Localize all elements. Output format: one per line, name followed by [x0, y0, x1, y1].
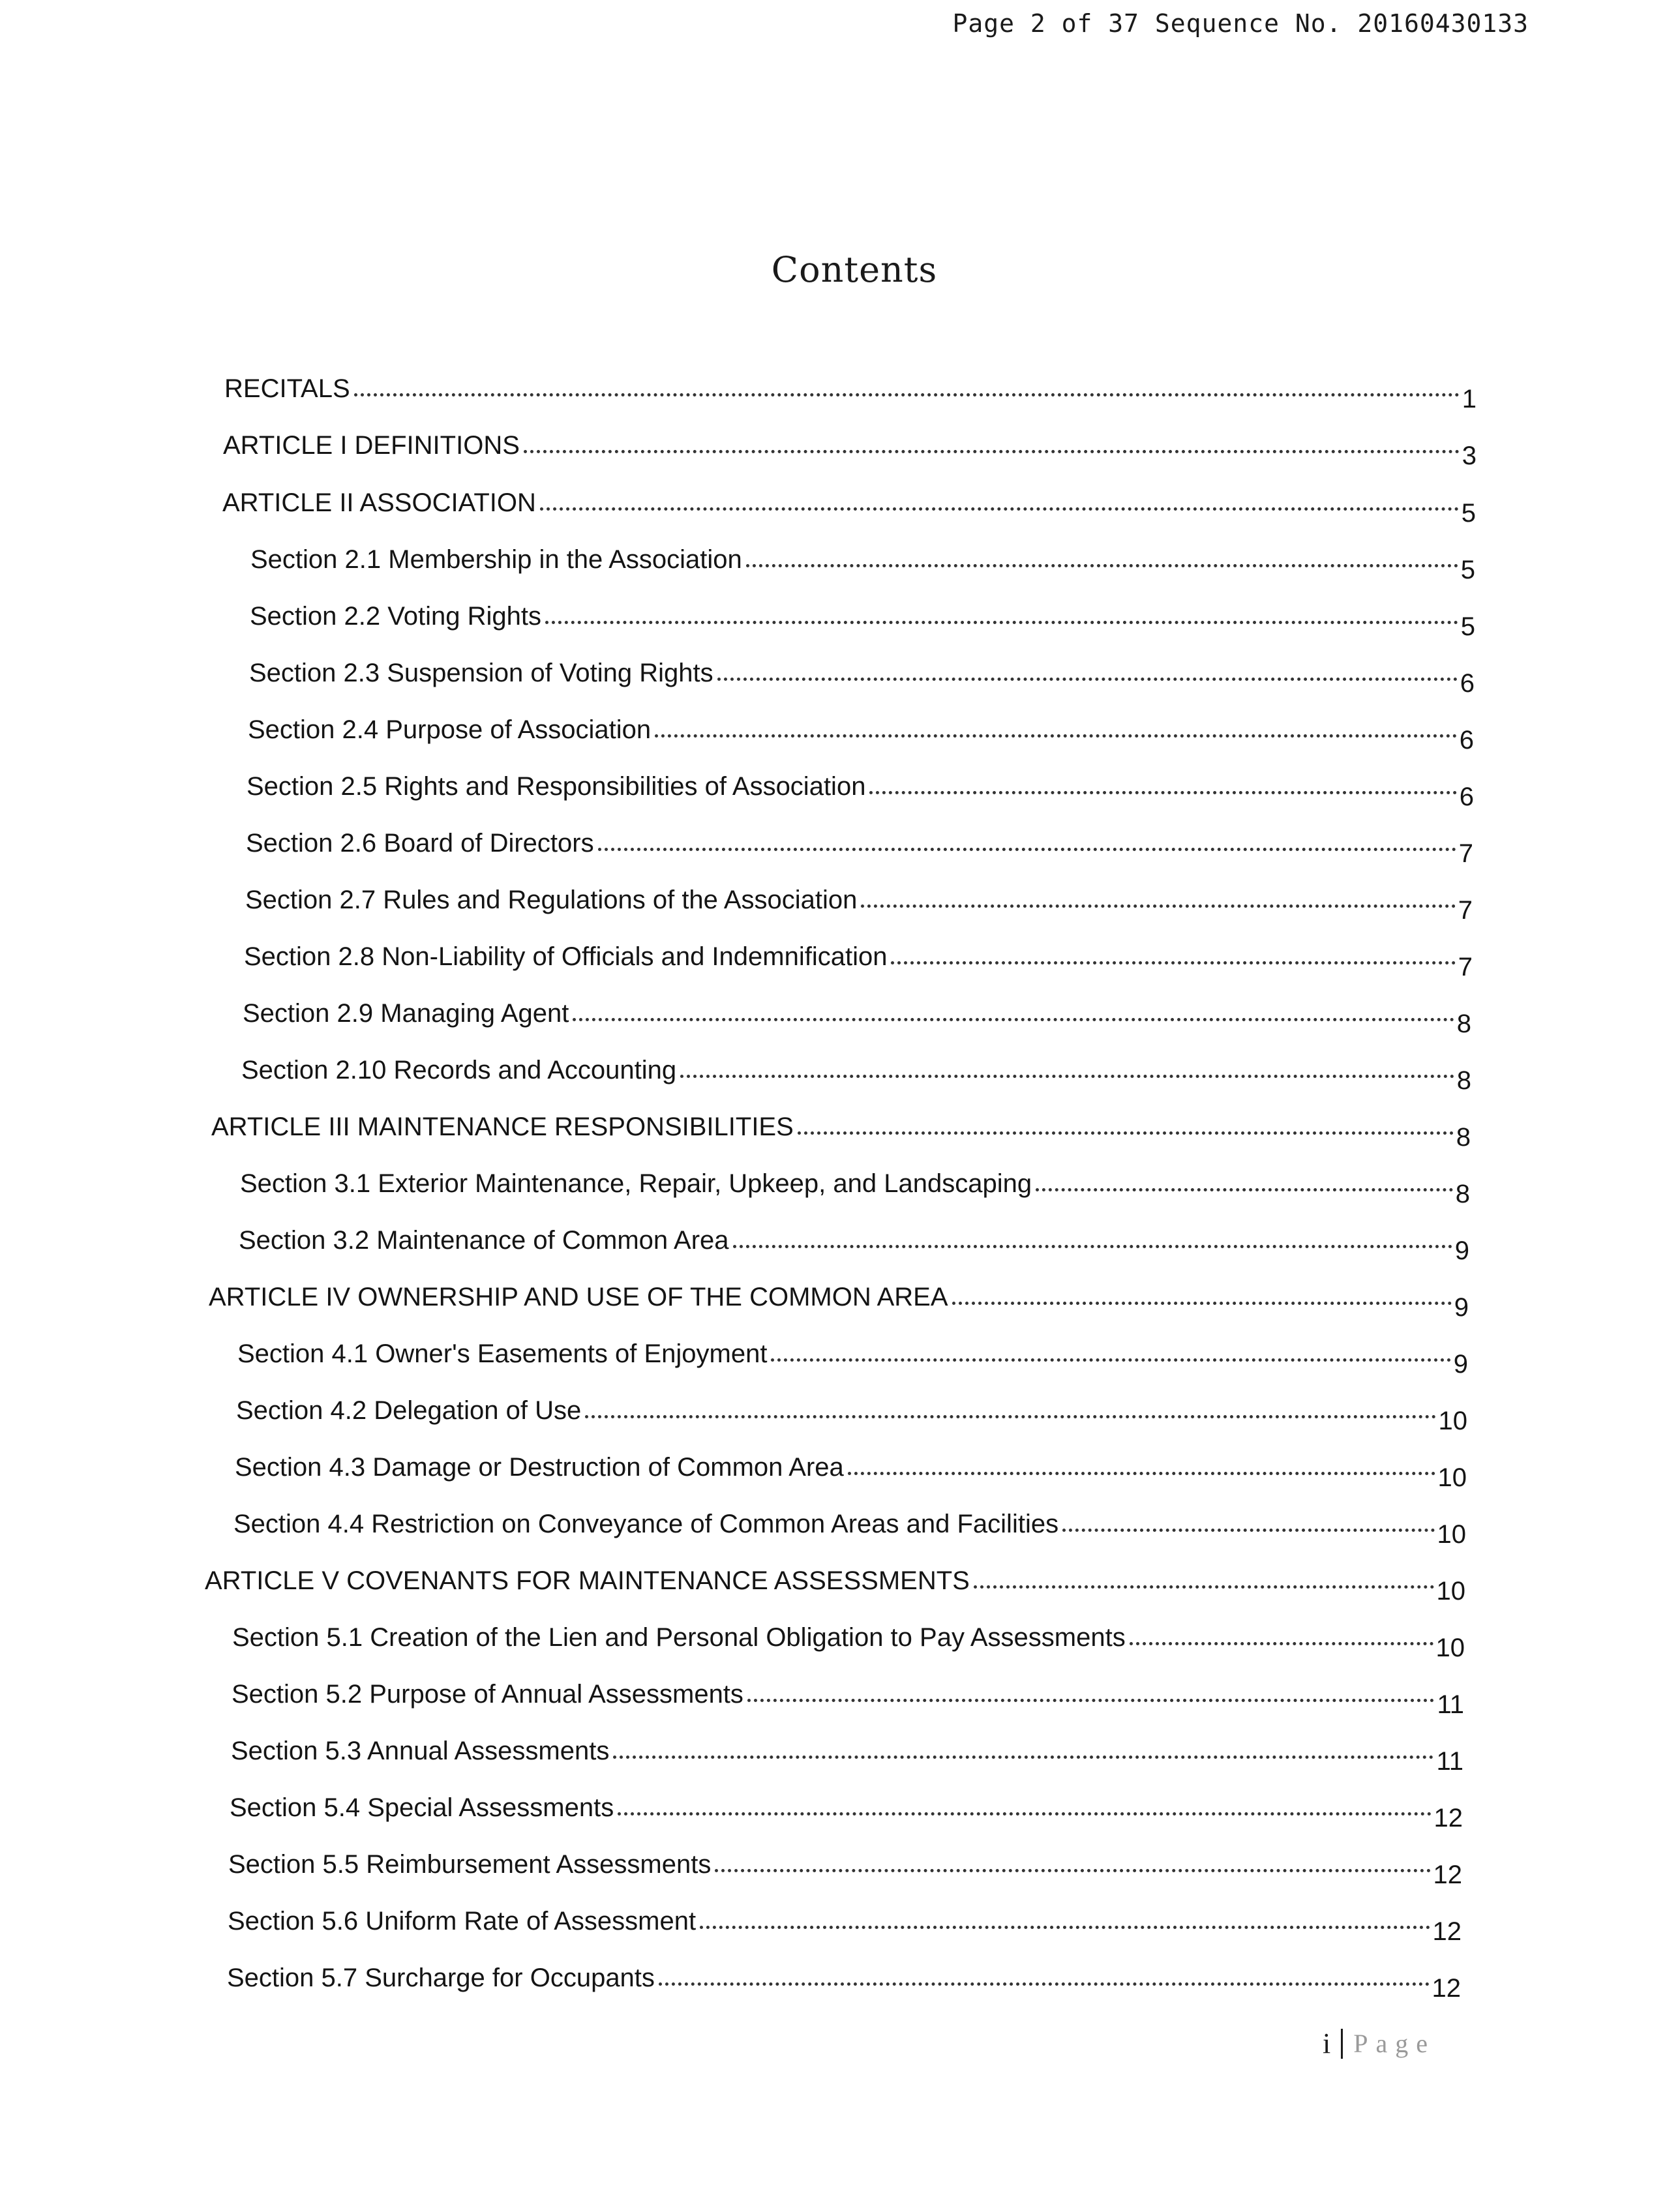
toc-entry-label: Section 2.3 Suspension of Voting Rights [249, 659, 713, 687]
toc-entry-label: Section 2.9 Managing Agent [243, 999, 569, 1028]
dot-leader [700, 1926, 1430, 1929]
dot-leader [540, 507, 1459, 511]
dot-leader [717, 678, 1458, 681]
dot-leader [598, 848, 1456, 851]
dot-leader [585, 1415, 1435, 1418]
toc-entry[interactable] [232, 1614, 1465, 1662]
toc-entry-label: Section 2.7 Rules and Regulations of the Association [245, 886, 858, 914]
toc-entry-label: Section 3.1 Exterior Maintenance, Repair, Upkeep, and Landscaping [240, 1169, 1032, 1198]
dot-leader [659, 1982, 1430, 1986]
toc-entry-page: 7 [1458, 953, 1473, 981]
toc-entry-page: 12 [1432, 1917, 1462, 1946]
toc-entry-page: 5 [1460, 612, 1475, 641]
dot-leader [747, 1699, 1435, 1702]
toc-entry-label: ARTICLE III MAINTENANCE RESPONSIBILITIES [211, 1113, 794, 1141]
dot-leader [573, 1018, 1454, 1021]
toc-entry[interactable] [248, 706, 1474, 755]
page-title: Contents [771, 249, 938, 290]
dot-leader [891, 961, 1455, 964]
footer-page-number: i [1323, 2027, 1331, 2059]
dot-leader [1036, 1188, 1453, 1191]
toc-entry-page: 11 [1437, 1690, 1464, 1719]
toc-entry-page: 5 [1460, 556, 1475, 584]
toc-entry-page: 8 [1455, 1180, 1470, 1208]
toc-entry-page: 8 [1456, 1123, 1471, 1152]
dot-leader [869, 791, 1456, 794]
toc-entry[interactable] [237, 1330, 1468, 1379]
toc-entry-page: 10 [1438, 1407, 1467, 1435]
toc-entry-page: 6 [1459, 726, 1474, 755]
toc-entry[interactable] [228, 1841, 1462, 1889]
toc-entry-label: Section 2.10 Records and Accounting [241, 1056, 677, 1084]
dot-leader [354, 393, 1460, 396]
toc-entry-page: 12 [1432, 1974, 1461, 2003]
toc-entry-page: 3 [1462, 441, 1477, 470]
dot-leader [952, 1302, 1452, 1305]
toc-entry[interactable] [235, 1444, 1467, 1492]
toc-entry-label: Section 5.1 Creation of the Lien and Personal Obligation to Pay Assessments [232, 1623, 1126, 1652]
toc-entry-label: Section 3.2 Maintenance of Common Area [239, 1226, 729, 1255]
toc-entry-label: Section 4.2 Delegation of Use [236, 1396, 582, 1425]
toc-entry-page: 10 [1436, 1577, 1465, 1606]
dot-leader [861, 904, 1455, 908]
toc-entry[interactable] [245, 876, 1473, 925]
toc-entry-label: Section 2.8 Non-Liability of Officials and Indemnification [244, 942, 888, 971]
footer-page-word: Page [1353, 2029, 1435, 2058]
toc-entry-label: Section 4.3 Damage or Destruction of Common Area [235, 1453, 844, 1482]
page-footer [1323, 2027, 1435, 2060]
toc-entry[interactable] [222, 479, 1476, 528]
toc-entry-page: 6 [1459, 783, 1474, 811]
toc-entry[interactable] [246, 820, 1473, 868]
toc-entry[interactable] [209, 1274, 1469, 1322]
toc-entry-page: 9 [1454, 1236, 1469, 1265]
toc-entry[interactable] [232, 1671, 1464, 1719]
toc-entry-label: Section 5.4 Special Assessments [230, 1793, 614, 1822]
dot-leader [1062, 1529, 1434, 1532]
toc-entry-page: 9 [1453, 1350, 1468, 1379]
toc-entry-label: ARTICLE IV OWNERSHIP AND USE OF THE COMMON AREA [209, 1283, 948, 1311]
toc-entry[interactable] [249, 650, 1475, 698]
toc-entry-label: ARTICLE I DEFINITIONS [223, 431, 520, 460]
toc-entry[interactable] [228, 1898, 1462, 1946]
toc-entry[interactable] [236, 1387, 1467, 1435]
toc-entry-label: ARTICLE V COVENANTS FOR MAINTENANCE ASSESSMENTS [205, 1566, 970, 1595]
toc-entry-label: Section 2.4 Purpose of Association [248, 715, 652, 744]
toc-entry[interactable] [224, 365, 1477, 413]
toc-entry-page: 6 [1460, 669, 1475, 698]
toc-entry[interactable] [230, 1784, 1463, 1832]
toc-entry[interactable] [233, 1501, 1466, 1549]
toc-entry-label: Section 5.5 Reimbursement Assessments [228, 1850, 712, 1879]
dot-leader [545, 621, 1458, 624]
toc-entry[interactable] [247, 763, 1474, 811]
toc-entry-page: 10 [1437, 1520, 1466, 1549]
toc-entry[interactable] [239, 1217, 1469, 1265]
toc-entry-label: Section 2.1 Membership in the Association [250, 545, 742, 574]
toc-entry-page: 7 [1458, 839, 1473, 868]
toc-entry[interactable] [205, 1557, 1465, 1606]
dot-leader [613, 1756, 1433, 1759]
page-sequence-stamp: Page 2 of 37 Sequence No. 20160430133 [952, 9, 1529, 38]
toc-entry[interactable] [241, 1047, 1471, 1095]
dot-leader [655, 734, 1457, 738]
toc-entry-page: 8 [1456, 1009, 1471, 1038]
toc-entry[interactable] [211, 1103, 1471, 1152]
toc-entry-label: Section 5.3 Annual Assessments [231, 1737, 610, 1765]
toc-entry-page: 7 [1458, 896, 1473, 925]
dot-leader [715, 1869, 1430, 1872]
toc-entry-label: Section 4.4 Restriction on Conveyance of Common Areas and Facilities [233, 1510, 1059, 1538]
toc-entry-page: 1 [1462, 385, 1477, 413]
toc-entry[interactable] [231, 1727, 1463, 1776]
toc-entry-page: 10 [1435, 1634, 1465, 1662]
toc-entry-page: 11 [1436, 1747, 1463, 1776]
dot-leader [974, 1585, 1434, 1589]
toc-entry[interactable] [250, 593, 1475, 641]
dot-leader [798, 1131, 1454, 1135]
dot-leader [746, 564, 1458, 567]
toc-entry-page: 12 [1433, 1861, 1462, 1889]
toc-entry-label: Section 5.6 Uniform Rate of Assessment [228, 1907, 697, 1936]
dot-leader [680, 1075, 1454, 1078]
toc-entry[interactable] [223, 422, 1477, 470]
toc-entry-page: 12 [1433, 1804, 1463, 1832]
toc-entry-label: Section 2.2 Voting Rights [250, 602, 541, 631]
dot-leader [524, 450, 1460, 453]
dot-leader [618, 1812, 1431, 1816]
toc-entry-page: 5 [1461, 499, 1476, 528]
toc-entry-page: 9 [1454, 1293, 1469, 1322]
toc-entry-label: Section 4.1 Owner's Easements of Enjoyment [237, 1339, 768, 1368]
toc-entry-label: Section 2.5 Rights and Responsibilities of Association [247, 772, 866, 801]
footer-divider [1341, 2029, 1343, 2059]
toc-entry-label: ARTICLE II ASSOCIATION [222, 488, 536, 517]
dot-leader [771, 1358, 1450, 1362]
toc-entry-label: Section 2.6 Board of Directors [246, 829, 594, 858]
toc-entry[interactable] [244, 933, 1473, 981]
toc-entry[interactable] [227, 1954, 1461, 2003]
toc-entry-page: 10 [1437, 1463, 1467, 1492]
toc-entry-page: 8 [1456, 1066, 1471, 1095]
toc-entry-label: Section 5.7 Surcharge for Occupants [227, 1964, 655, 1992]
toc-entry-label: RECITALS [224, 374, 350, 403]
dot-leader [733, 1245, 1452, 1248]
toc-entry-label: Section 5.2 Purpose of Annual Assessments [232, 1680, 743, 1709]
dot-leader [1130, 1642, 1433, 1645]
toc-entry[interactable] [243, 990, 1471, 1038]
toc-entry[interactable] [250, 536, 1475, 584]
dot-leader [848, 1472, 1435, 1475]
toc-entry[interactable] [240, 1160, 1470, 1208]
